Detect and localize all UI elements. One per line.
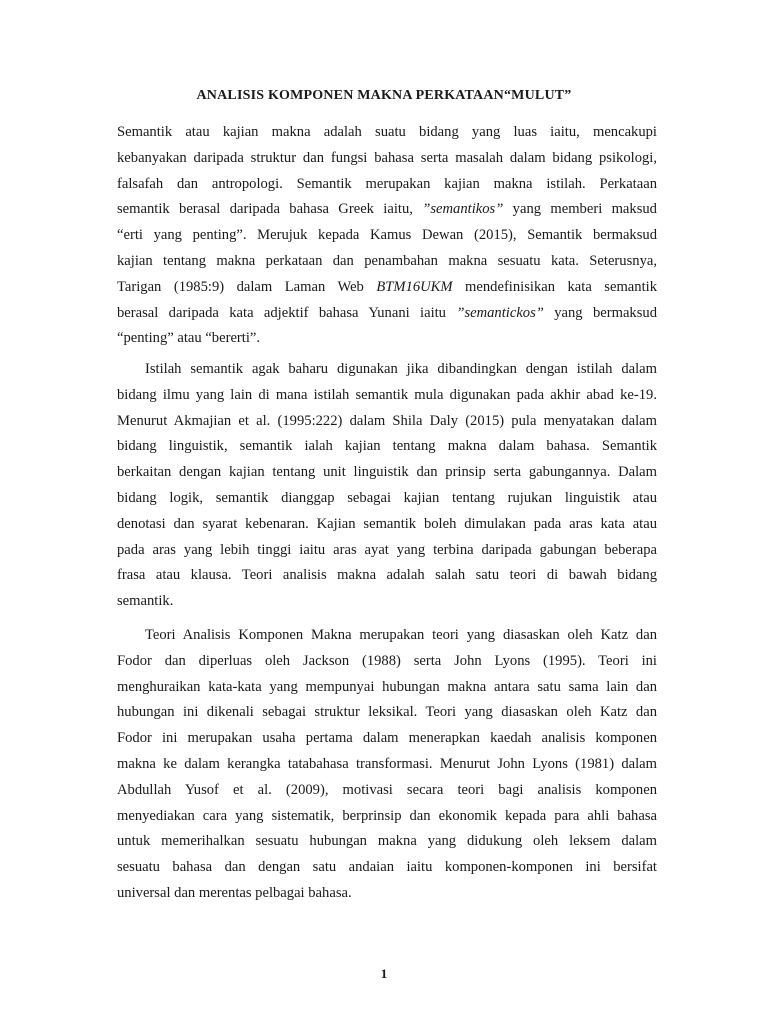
text-line: bidang ilmu yang lain di mana istilah semantik mula digunakan pada akhir abad ke-19.: [117, 386, 657, 403]
text-line: bidang logik, semantik dianggap sebagai kajian tentang rujukan linguistik atau: [117, 489, 657, 506]
text-line: untuk memerihalkan sesuatu hubungan makna yang didukung oleh leksem dalam: [117, 833, 657, 850]
text-line: falsafah dan antropologi. Semantik merupakan kajian makna istilah. Perkataan: [117, 175, 657, 192]
text-line: Fodor ini merupakan usaha pertama dalam menerapkan kaedah analisis komponen: [117, 730, 657, 747]
text-line: hubungan ini dikenali sebagai struktur leksikal. Teori yang diasaskan oleh Katz dan: [117, 704, 657, 721]
text-line: semantik.: [117, 593, 174, 610]
text-line: Teori Analisis Komponen Makna merupakan teori yang diasaskan oleh Katz dan: [145, 627, 657, 643]
text-segment: Tarigan (1985:9) dalam Laman Web: [117, 278, 377, 295]
text-line: makna ke dalam kerangka tatabahasa transformasi. Menurut John Lyons (1981) dalam: [117, 755, 657, 772]
text-line: sesuatu bahasa dan dengan satu andaian iaitu komponen-komponen ini bersifat: [117, 859, 657, 876]
text-segment: yang memberi maksud: [503, 201, 657, 218]
text-segment: yang bermaksud: [543, 304, 657, 321]
text-line: berkaitan dengan kajian tentang unit linguistik dan prinsip serta gabungannya. Dalam: [117, 464, 657, 481]
text-line: kebanyakan daripada struktur dan fungsi bahasa serta masalah dalam bidang psikologi,: [117, 149, 657, 166]
text-line: pada aras yang lebih tinggi iaitu aras ayat yang terbina daripada gabungan beberapa: [117, 541, 657, 558]
italic-term: BTM16UKM: [376, 278, 453, 295]
text-line: denotasi dan syarat kebenaran. Kajian semantik boleh dimulakan pada aras kata atau: [117, 515, 657, 532]
text-line: Abdullah Yusof et al. (2009), motivasi secara teori bagi analisis komponen: [117, 781, 657, 798]
page-number: 1: [380, 966, 388, 981]
text-line: Semantik atau kajian makna adalah suatu bidang yang luas iaitu, mencakupi: [117, 124, 657, 140]
text-line: Istilah semantik agak baharu digunakan jika dibandingkan dengan istilah dalam: [145, 361, 657, 377]
text-line: [117, 301, 657, 327]
document-title: ANALISIS KOMPONEN MAKNA PERKATAAN“MULUT”: [196, 88, 572, 103]
text-line: menyediakan cara yang sistematik, berprinsip dan ekonomik kepada para ahli bahasa: [117, 807, 657, 824]
text-line: Menurut Akmajian et al. (1995:222) dalam Shila Daly (2015) pula menyatakan dalam: [117, 412, 657, 429]
paragraph-2: [117, 357, 657, 615]
italic-term: ”semantikos”: [422, 201, 504, 218]
text-line: Fodor dan diperluas oleh Jackson (1988) serta John Lyons (1995). Teori ini: [117, 652, 657, 669]
text-segment: mendefinisikan kata semantik: [452, 278, 657, 295]
text-line: universal dan merentas pelbagai bahasa.: [117, 884, 352, 901]
text-line: [117, 275, 657, 301]
text-line: menghuraikan kata-kata yang mempunyai hubungan makna antara satu sama lain dan: [117, 678, 657, 695]
text-segment: semantik berasal daripada bahasa Greek iaitu,: [117, 201, 423, 218]
text-line: frasa atau klausa. Teori analisis makna adalah salah satu teori di bawah bidang: [117, 567, 657, 584]
text-line: “penting” atau “bererti”.: [117, 330, 261, 347]
paragraph-1: [117, 120, 657, 352]
italic-term: ”semantickos”: [456, 304, 544, 321]
text-line: “erti yang penting”. Merujuk kepada Kamus Dewan (2015), Semantik bermaksud: [117, 227, 657, 244]
paragraph-3: [117, 623, 657, 907]
text-line: bidang linguistik, semantik ialah kajian tentang makna dalam bahasa. Semantik: [117, 438, 657, 455]
text-segment: berasal daripada kata adjektif bahasa Yunani iaitu: [117, 304, 457, 321]
text-line: [117, 197, 657, 223]
text-line: kajian tentang makna perkataan dan penambahan makna sesuatu kata. Seterusnya,: [117, 252, 657, 269]
